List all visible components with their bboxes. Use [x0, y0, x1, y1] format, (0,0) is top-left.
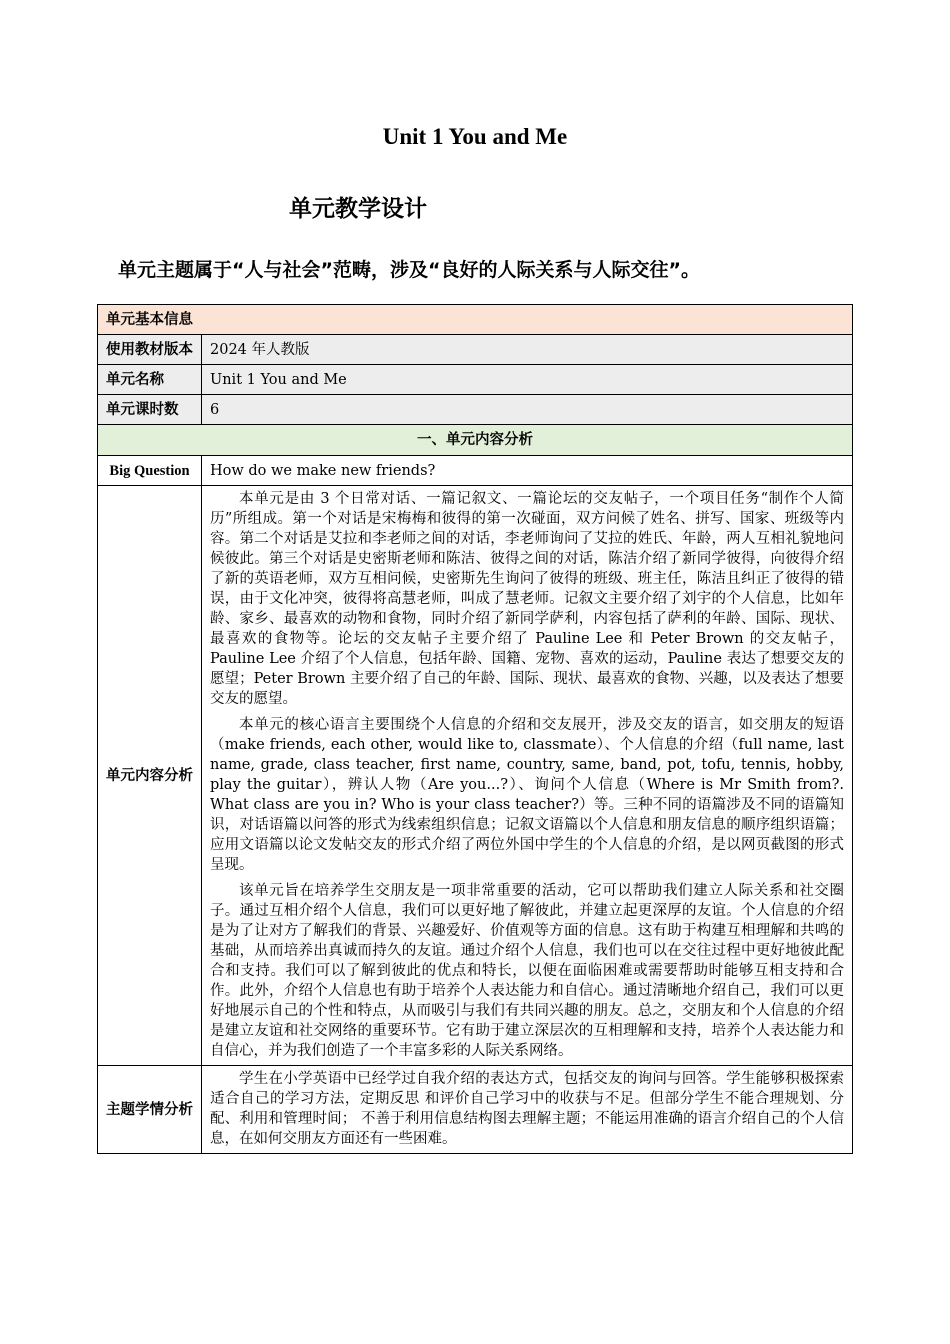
theme-statement: 单元主题属于“人与社会”范畴，涉及“良好的人际关系与人际交往”。 — [118, 259, 700, 281]
big-question-value: How do we make new friends? — [202, 456, 853, 486]
big-question-label: Big Question — [98, 456, 202, 486]
section-header-row — [98, 425, 853, 456]
content-paragraph: 该单元旨在培养学生交朋友是一项非常重要的活动，它可以帮助我们建立人际关系和社交圈子。通过互相介绍个人信息，我们可以更好地了解彼此，并建立起更深厚的友谊。个人信息的介绍是为了让对方了解我们的背景、兴趣爱好、价值观等方面的信息。这有助于构建互相理解和共鸣的基础，从而培养出真诚而持久的友谊。通过介绍个人信息，我们也可以在交往过程中更好地彼此配合和支持。我们可以了解到彼此的优点和特长，以便在面临困难或需要帮助时能够互相支持和合作。此外，介绍个人信息也有助于培养个人表达能力和自信心。通过清晰地介绍自己，我们可以更好地展示自己的个性和特点，从而吸引与我们有共同兴趣的朋友。总之，交朋友和个人信息的介绍是建立友谊和社交网络的重要环节。它有助于建立深层次的互相理解和支持，培养个人表达能力和自信心，并为我们创造了一个丰富多彩的人际关系网络。 — [210, 883, 844, 1059]
basic-info-header-row — [98, 305, 853, 335]
content-paragraph: 本单元的核心语言主要围绕个人信息的介绍和交友展开，涉及交友的语言，如交朋友的短语（make friends, each other, would like to, classmate）、个人信息的介绍（full name, last name, grade, class teacher, first name, country, same, band, pot, tofu, tennis, hobby, play the guitar），辨认人物（Are you...?）、询问个人信息（Where is Mr Smith from?. What class are you in? Who is your class teacher?）等。三种不同的语篇涉及不同的语篇知识，对话语篇以问答的形式为线索组织信息；记叙文语篇以个人信息和朋友信息的顺序组织语篇；应用文语篇以论文发帖交友的形式介绍了两位外国中学生的个人信息的介绍，是以网页截图的形式呈现。 — [210, 717, 844, 873]
info-value: Unit 1 You and Me — [202, 365, 853, 395]
content-analysis-row — [98, 486, 853, 1066]
big-question-row — [98, 456, 853, 486]
info-row-textbook — [98, 335, 853, 365]
info-value: 2024 年人教版 — [202, 335, 853, 365]
unit-design-table — [97, 304, 853, 1154]
info-label: 单元名称 — [98, 365, 202, 395]
learner-analysis-label: 主题学情分析 — [98, 1066, 202, 1154]
content-paragraph: 本单元是由 3 个日常对话、一篇记叙文、一篇论坛的交友帖子，一个项目任务“制作个人简历”所组成。第一个对话是宋梅梅和彼得的第一次碰面，双方问候了姓名、拼写、国家、班级等内容。第二个对话是艾拉和李老师之间的对话，李老师询问了艾拉的姓氏、年龄，两人互相礼貌地问候彼此。第三个对话是史密斯老师和陈洁、彼得之间的对话，陈洁介绍了新同学彼得，向彼得介绍了新的英语老师，双方互相问候，史密斯先生询问了彼得的班级、班主任，陈洁且纠正了彼得的错误，由于文化冲突，彼得将高慧老师，叫成了慧老师。记叙文主要介绍了刘宇的个人信息，比如年龄、家乡、最喜欢的动物和食物，同时介绍了新同学萨利，内容包括了萨利的年龄、国际、现状、最喜欢的食物等。论坛的交友帖子主要介绍了 Pauline Lee 和 Peter Brown 的交友帖子，Pauline Lee 介绍了个人信息，包括年龄、国籍、宠物、喜欢的运动，Pauline 表达了想要交友的愿望；Peter Brown 主要介绍了自己的年龄、国际、现状、最喜欢的食物、兴趣，以及表达了想要交友的愿望。 — [210, 491, 844, 707]
info-value: 6 — [202, 395, 853, 425]
document-title: Unit 1 You and Me — [382, 124, 568, 149]
info-label: 单元课时数 — [98, 395, 202, 425]
section-header: 一、单元内容分析 — [98, 425, 853, 456]
content-analysis-cell — [202, 486, 853, 1066]
info-row-unit-name — [98, 365, 853, 395]
learner-analysis-row — [98, 1066, 853, 1154]
basic-info-header: 单元基本信息 — [98, 305, 853, 335]
document-subtitle: 单元教学设计 — [289, 196, 427, 222]
info-row-lessons — [98, 395, 853, 425]
content-analysis-label: 单元内容分析 — [98, 486, 202, 1066]
info-label: 使用教材版本 — [98, 335, 202, 365]
learner-analysis-cell — [202, 1066, 853, 1154]
learner-paragraph: 学生在小学英语中已经学过自我介绍的表达方式，包括交友的询问与回答。学生能够积极探索适合自己的学习方法，定期反思 和评价自己学习中的收获与不足。但部分学生不能合理规划、分配、利用和管理时间； 不善于利用信息结构图去理解主题；不能运用准确的语言介绍自己的个人信息，在如何交朋友方面还有一些困难。 — [210, 1071, 844, 1147]
